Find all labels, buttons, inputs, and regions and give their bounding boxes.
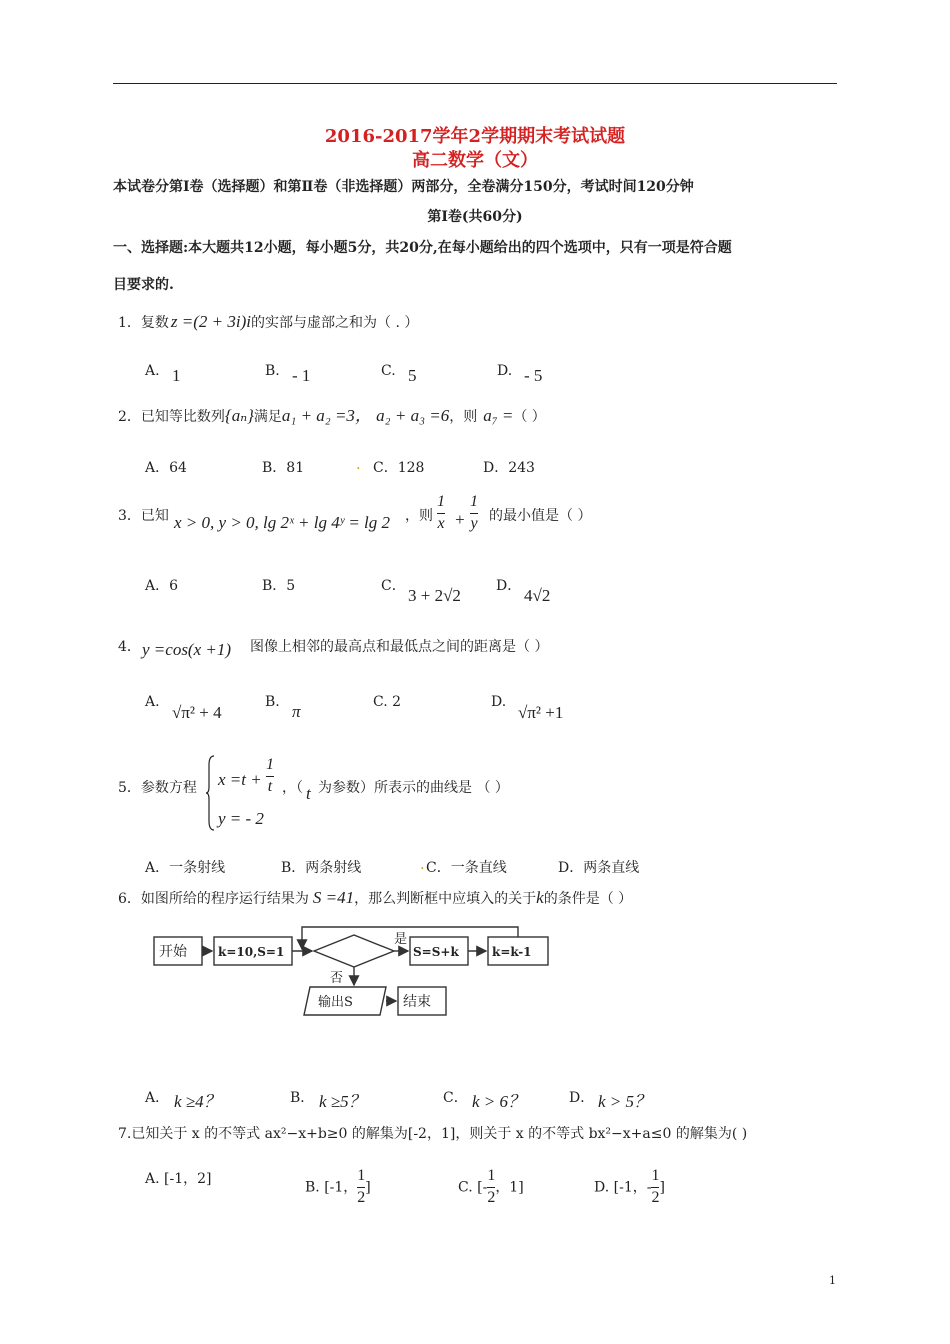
- q2-option-d[interactable]: D．243: [483, 460, 535, 476]
- q5-option-b[interactable]: B．两条射线: [281, 860, 362, 876]
- q6-option-c-value: k > 6？: [472, 1092, 526, 1111]
- q4-option-c-label: C.: [373, 694, 388, 710]
- q5-option-a[interactable]: A．一条射线: [145, 860, 226, 876]
- q4-option-c-value: 2: [392, 694, 402, 710]
- q3-condition: x > 0, y > 0, lg 2ˣ + lg 4ʸ = lg 2: [174, 513, 391, 532]
- q1-option-a-label: A.: [145, 363, 160, 379]
- q4-number: 4．: [118, 639, 141, 655]
- q4-option-c[interactable]: [373, 694, 401, 710]
- q6-k: k: [536, 888, 544, 907]
- q3-option-b[interactable]: [262, 575, 295, 595]
- q6-tail: 的条件是（ ）: [543, 891, 633, 907]
- q3-frac1-numerator: 1: [437, 493, 445, 510]
- q5-eq1-tail: ，（: [282, 780, 303, 796]
- q1-text: 的实部与虚部之和为（ . ）: [251, 315, 419, 331]
- q1-option-c-label: C.: [381, 363, 396, 379]
- q2-mid: 满足: [253, 409, 282, 425]
- flow-start-label: 开始: [159, 944, 187, 960]
- q6-option-d[interactable]: D．: [569, 1090, 595, 1106]
- q2-number: 2．已知等比数列: [118, 409, 225, 425]
- q4-option-b[interactable]: B.: [265, 694, 280, 710]
- flow-yes-label: 是: [394, 932, 408, 947]
- q2-then: ，则: [449, 409, 478, 425]
- q7-b-frac-numerator: 1: [357, 1167, 366, 1184]
- q7-option-c[interactable]: [458, 1168, 524, 1207]
- q3-option-d-value: 4√2: [524, 586, 551, 605]
- q5-equation-2: y = - 2: [218, 809, 264, 828]
- q3-frac1-denominator: x: [437, 514, 445, 532]
- q4-text: 图像上相邻的最高点和最低点之间的距离是（ ）: [250, 639, 549, 655]
- q6-option-b-value: k ≥5？: [319, 1092, 366, 1111]
- q6-option-a-value: k ≥4？: [174, 1092, 221, 1111]
- q5-parameter-t: t: [306, 784, 311, 803]
- q3-plus: +: [454, 510, 466, 529]
- q7-c-frac-denominator: 2: [487, 1188, 496, 1206]
- q1-option-d-label: D.: [497, 363, 513, 379]
- q7-option-d-post: ]: [659, 1179, 665, 1196]
- q3-fraction-1-over-y: [470, 494, 478, 533]
- question-7-text: 7.已知关于 x 的不等式 ax²−x+b≥0 的解集为[-2，1]，则关于 x 的不等式 bx²−x+a≤0 的解集为( ): [118, 1126, 748, 1142]
- q4-option-a[interactable]: A.: [145, 694, 160, 710]
- q3-frac2-denominator: y: [470, 514, 478, 532]
- q2-sequence: {aₙ}: [224, 406, 254, 425]
- q1-option-d[interactable]: [497, 363, 512, 379]
- q1-option-a[interactable]: [145, 363, 160, 379]
- q4-option-a-value: √π² + 4: [172, 703, 222, 722]
- q5-frac-numerator: 1: [266, 756, 274, 773]
- q1-option-d-value: - 5: [524, 366, 543, 385]
- q1-option-c-value: 5: [408, 366, 417, 385]
- q6-number: 6．如图所给的程序运行结果为: [118, 891, 309, 907]
- q6-condition: S =41: [312, 888, 355, 907]
- q2-option-a[interactable]: A．64: [145, 460, 187, 476]
- q5-frac-denominator: t: [267, 777, 273, 795]
- q3-number: 3．已知: [118, 508, 169, 524]
- q7-option-b-pre: B. [-1，: [305, 1179, 358, 1196]
- flow-no-label: 否: [330, 971, 344, 986]
- q2-ask: a₇ =: [483, 406, 514, 425]
- flow-decision-diamond: [314, 935, 394, 967]
- q7-d-frac-denominator: 2: [651, 1188, 660, 1206]
- q1-expression: z =(2 + 3i)i: [170, 312, 251, 331]
- program-flowchart: [150, 925, 560, 1025]
- q1-option-b-value: - 1: [292, 366, 311, 385]
- q3-option-b-label: B．: [262, 578, 287, 594]
- header-rule: [113, 83, 837, 84]
- q7-b-frac-denominator: 2: [357, 1188, 366, 1206]
- answer-dot-2: .: [420, 857, 425, 873]
- answer-dot: .: [356, 457, 361, 473]
- q4-option-d[interactable]: D.: [491, 694, 507, 710]
- flow-end-label: 结束: [403, 994, 431, 1010]
- q3-option-a-value: 6: [169, 578, 179, 594]
- question-2: [118, 401, 546, 426]
- q1-option-b[interactable]: [265, 363, 280, 379]
- q6-option-d-value: k > 5？: [598, 1092, 652, 1111]
- q5-equation-1: x =t +: [218, 770, 262, 789]
- q3-fraction-1-over-x: [437, 494, 445, 533]
- flow-output-label: 输出S: [318, 995, 353, 1010]
- q3-option-b-value: 5: [286, 578, 296, 594]
- q1-option-c[interactable]: [381, 363, 396, 379]
- q2-condition: a₁ + a₂ =3， a₂ + a₃ =6: [281, 406, 450, 425]
- q7-option-b-post: ]: [365, 1179, 371, 1196]
- q3-text: 的最小值是（ ）: [489, 508, 592, 524]
- exam-intro: 本试卷分第Ⅰ卷（选择题）和第Ⅱ卷（非选择题）两部分，全卷满分150分，考试时间120分钟: [113, 179, 694, 195]
- q4-option-d-value: √π² +1: [518, 703, 564, 722]
- q7-option-c-post: ，1]: [495, 1179, 524, 1196]
- q6-text: ，那么判断框中应填入的关于: [354, 891, 537, 907]
- q2-paren: （ ）: [513, 409, 546, 425]
- q4-expression: y =cos(x +1): [142, 640, 232, 659]
- q4-option-b-value: π: [292, 702, 301, 721]
- q7-option-c-pre: C. [-: [458, 1179, 488, 1196]
- page-number: 1: [829, 1274, 836, 1287]
- q2-option-c[interactable]: C．128: [373, 460, 425, 476]
- q7-option-d[interactable]: [594, 1168, 665, 1207]
- q1-option-a-value: 1: [172, 366, 181, 385]
- section-instructions-line1: 一、选择题:本大题共12小题，每小题5分，共20分,在每小题给出的四个选项中，只有一项是符合题: [113, 240, 732, 256]
- exam-subtitle: 高二数学（文）: [412, 150, 538, 171]
- q5-option-d[interactable]: D．两条直线: [558, 860, 640, 876]
- section-instructions-line2: 目要求的.: [113, 277, 174, 293]
- q5-fraction-1-over-t: [266, 757, 274, 796]
- exam-title: 2016-2017学年2学期期末考试试题: [324, 126, 626, 147]
- q6-option-b[interactable]: B．: [290, 1090, 315, 1106]
- flow-init-label: k=10,S=1: [218, 945, 285, 959]
- q2-option-b[interactable]: B．81: [262, 460, 305, 476]
- flow-step-s-label: S=S+k: [413, 945, 459, 959]
- q5-option-c[interactable]: C．一条直线: [426, 860, 507, 876]
- q5-number: 5．参数方程: [118, 780, 197, 796]
- question-1: [118, 312, 418, 332]
- q7-option-b[interactable]: [305, 1168, 371, 1207]
- q3-option-c-value: 3 + 2√2: [408, 586, 461, 605]
- q7-d-frac-numerator: 1: [651, 1167, 660, 1184]
- q3-frac2-numerator: 1: [470, 493, 478, 510]
- question-6: [118, 888, 632, 908]
- flow-step-k-label: k=k-1: [492, 945, 532, 959]
- q1-option-b-label: B.: [265, 363, 280, 379]
- q3-option-c[interactable]: C．: [381, 578, 406, 594]
- q3-then: ，则: [405, 508, 433, 524]
- q6-option-c[interactable]: C．: [443, 1090, 468, 1106]
- q5-brace: [206, 755, 213, 831]
- q3-option-a[interactable]: [145, 575, 178, 595]
- q5-text: 为参数）所表示的曲线是 （ ）: [318, 780, 509, 796]
- q7-c-frac-numerator: 1: [487, 1167, 496, 1184]
- q1-number: 1．复数: [118, 315, 169, 331]
- q3-option-a-label: A．: [145, 578, 170, 594]
- q7-option-a[interactable]: A. [-1，2]: [145, 1171, 212, 1187]
- part-heading: 第Ⅰ卷(共60分): [427, 209, 523, 225]
- q7-option-d-pre: D. [-1，-: [594, 1179, 652, 1196]
- q6-option-a[interactable]: A．: [145, 1090, 170, 1106]
- q3-option-d[interactable]: D．: [496, 578, 522, 594]
